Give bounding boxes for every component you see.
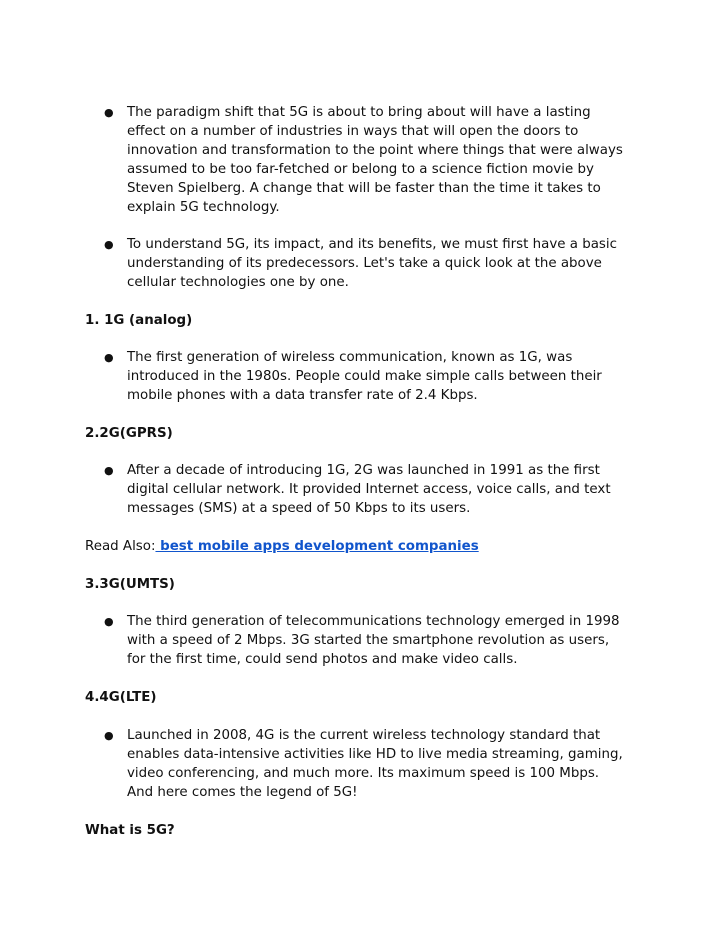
read-also-link[interactable]: best mobile apps development companies	[155, 539, 479, 554]
bullet-text: The paradigm shift that 5G is about to bring about will have a lasting effect on a number of industries in ways that will open the doors to innovation and transformation to the point where things that were always assumed to be too far-fetched or belong to a science fiction movie by Steven Spielberg. A change that will be faster than the time it takes to explain 5G technology.	[127, 105, 623, 215]
bullet-icon: ●	[104, 464, 114, 477]
list-item	[104, 612, 644, 669]
section-heading-4g: 4.4G(LTE)	[85, 690, 157, 705]
bullet-text: To understand 5G, its impact, and its benefits, we must first have a basic understanding of its predecessors. Let's take a quick look at the above cellular technologies one by one.	[127, 237, 617, 290]
bullet-icon: ●	[104, 238, 114, 251]
section-heading-2g: 2.2G(GPRS)	[85, 426, 173, 441]
section-heading-3g: 3.3G(UMTS)	[85, 577, 175, 592]
section-heading-what-is-5g: What is 5G?	[85, 823, 175, 838]
list-item	[104, 461, 644, 518]
bullet-text: The first generation of wireless communication, known as 1G, was introduced in the 1980s. People could make simple calls between their mobile phones with a data transfer rate of 2.4 Kbps.	[127, 350, 602, 403]
bullet-icon: ●	[104, 729, 114, 742]
bullet-icon: ●	[104, 106, 114, 119]
read-also-label: Read Also:	[85, 539, 156, 554]
bullet-icon: ●	[104, 351, 114, 364]
list-item	[104, 103, 644, 217]
list-item	[104, 235, 644, 292]
list-item	[104, 348, 644, 405]
bullet-text: Launched in 2008, 4G is the current wireless technology standard that enables data-intensive activities like HD to live media streaming, gaming, video conferencing, and much more. Its maximum speed is 100 Mbps. And here comes the legend of 5G!	[127, 728, 623, 800]
bullet-text: The third generation of telecommunications technology emerged in 1998 with a speed of 2 Mbps. 3G started the smartphone revolution as users, for the first time, could send photos and make video calls.	[127, 614, 620, 667]
bullet-text: After a decade of introducing 1G, 2G was launched in 1991 as the first digital cellular network. It provided Internet access, voice calls, and text messages (SMS) at a speed of 50 Kbps to its users.	[127, 463, 611, 516]
list-item	[104, 726, 644, 802]
read-also-line	[85, 537, 479, 556]
bullet-icon: ●	[104, 615, 114, 628]
section-heading-1g: 1. 1G (analog)	[85, 313, 193, 328]
